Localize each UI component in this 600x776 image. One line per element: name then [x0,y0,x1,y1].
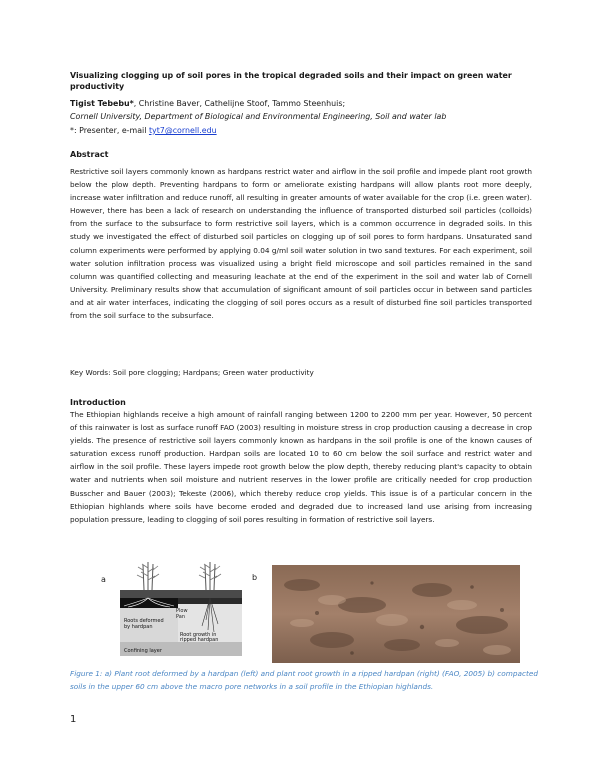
presenter-prefix: *: Presenter, e-mail [70,126,149,135]
diagram-label-ripped-2: ripped hardpan [180,637,219,643]
hardpan-diagram [118,560,244,660]
email-link[interactable]: tyt7@cornell.edu [148,126,217,135]
diagram-label-confining: Confining layer [124,648,162,654]
paper-title: Visualizing clogging up of soil pores in the tropical degraded soils and their impact on green water productivity [70,71,512,91]
abstract-text: Restrictive soil layers commonly known as hardpans restrict water and airflow in the soil profile and impede plant root growth below the plow depth. Preventing hardpans to form or ameliorate existing hardpans will allow plants root more deeply, increase water infiltration and reduce runoff, all resulting in greater amounts of water available for the crop (i.e. green water). However, there has been a lack of research on understanding the influence of transported disturbed soil particles (colloids) from the surface to the subsurface to form restrictive soil layers, which is a common occurrence in degraded soils. In this study we investigated the effect of disturbed soil particles on clogging up of soil pores to form hardpans. Unsaturated sand column experiments were performed by applying 0.04 g/ml soil water solution in two sand textures. For each experiment, soil water solution infiltration process was visualized using a bright field microscope and soil particles remained in the sand column was quantified collecting and measuring leachate at the end of the experiment in the soil and water lab of Cornell University. Preliminary results show that accumulation of significant amount of soil particles occur in between sand particles and at air water interfaces, indicating the clogging of soil pores occurs as a result of disturbed fine soil particles transported from the soil surface to the subsurface. [70,167,532,321]
diagram-label-deformed-1: Roots deformed [124,618,164,624]
diagram-label-pan: Pan [176,614,186,620]
figure-label-a: a [101,575,106,584]
abstract-heading: Abstract [70,150,109,159]
presenter-author: Tigist Tebebu* [70,99,134,108]
keywords: Key Words: Soil pore clogging; Hardpans; Green water productivity [70,368,314,377]
svg-text:Pan [176,614,185,620]
svg-text:ripped hardpan [180,637,218,643]
presenter-note [70,126,217,135]
co-authors: , Christine Baver, Cathelijne Stoof, Tammo Steenhuis; [133,99,346,108]
page-number: 1 [70,714,77,725]
soil-profile-photo [272,565,520,663]
affiliation: Cornell University, Department of Biological and Environmental Engineering, Soil and water lab [70,112,447,121]
figure-caption: Figure 1: a) Plant root deformed by a hardpan (left) and plant root growth in a ripped hardpan (right) (FAO, 2005) b) compacted soils in the upper 60 cm above the macro pore networks in a soil profile in the Ethiopian highlands. [70,669,538,691]
diagram-label-ripped-1: Root growth in [180,632,217,638]
figure-label-b: b [252,573,258,582]
introduction-heading: Introduction [70,398,126,407]
diagram-label-plow: Plow [176,608,188,614]
author-line [70,99,345,108]
introduction-text: The Ethiopian highlands receive a high amount of rainfall ranging between 1200 to 2200 mm per year. However, 50 percent of this rainwater is lost as surface runoff FAO (2003) resulting in moisture stress in crop production causing a decrease in crop yields. The presence of restrictive soil layers commonly known as hardpans in the soil profile is one of the known causes of saturation excess runoff production. Hardpan soils are located 10 to 60 cm below the soil surface and restrict water and airflow in the soil profile. These layers impede root growth below the plow depth, thereby reducing plant's capacity to obtain water and nutrients when soil moisture and nutrient reserves in the lower profile are critically needed for crop production Busscher and Bauer (2003); Tekeste (2006), which thereby reduce crop yields. This issue is of a particular concern in the Ethiopian highlands where soils have become eroded and degraded due to increased land use arising from increasing population pressure, leading to clogging of soil pores resulting in formation of restrictive soil layers. [70,410,532,524]
svg-text:by hardpan [124,624,153,630]
diagram-label-deformed-2: by hardpan [124,624,153,630]
svg-text:Confining layer [124,648,163,654]
